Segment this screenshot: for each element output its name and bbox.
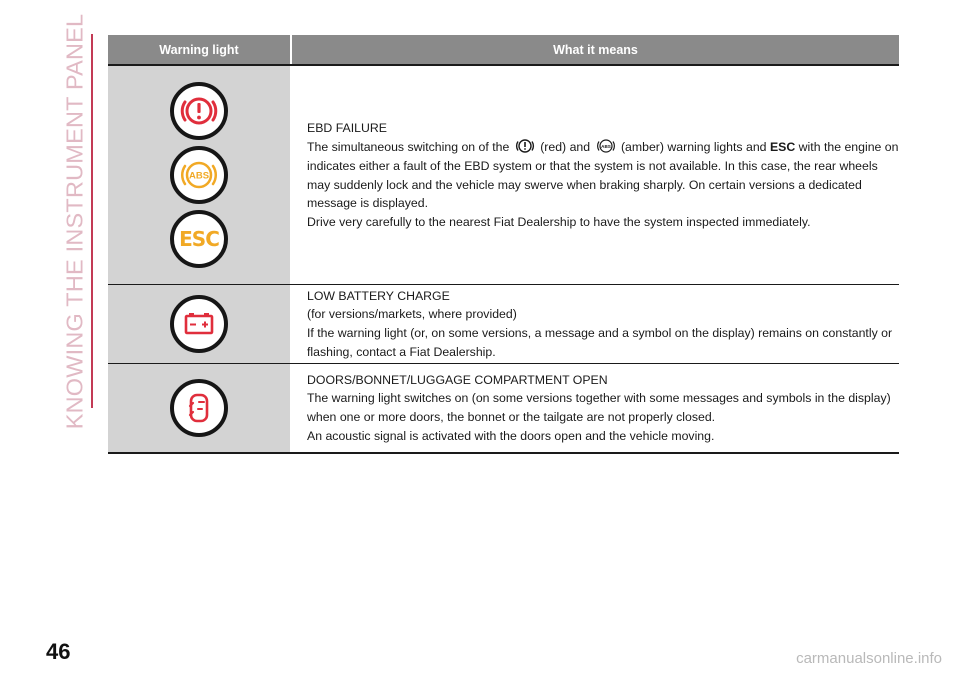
row-description: If the warning light (or, on some versions, a message and a symbol on the display) remains on constantly or flashing, contact a Fiat Dealership.: [307, 326, 893, 359]
warning-lights-table: [108, 35, 899, 454]
table-row-low-battery: [108, 285, 899, 364]
row-title: EBD FAILURE: [307, 120, 387, 135]
esc-icon-label: ESC: [179, 227, 219, 251]
side-section-title: KNOWING THE INSTRUMENT PANEL: [61, 13, 88, 429]
row-description: The warning light switches on (on some versions together with some messages and symbols in the display) when one or more doors, the bonnet or the tailgate are not properly closed.: [307, 391, 891, 424]
battery-red-icon: [170, 295, 228, 353]
door-open-red-icon: [170, 379, 228, 437]
inline-abs-label: ABS: [600, 144, 611, 150]
side-accent-rule: [91, 34, 93, 408]
page-number: 46: [46, 639, 71, 664]
row-note: An acoustic signal is activated with the doors open and the vehicle moving.: [307, 428, 715, 443]
icon-cell: [108, 285, 290, 363]
inline-brake-exclamation-icon: [515, 137, 535, 155]
description-cell: [290, 285, 899, 363]
table-header: [108, 35, 899, 66]
abs-amber-icon: [170, 146, 228, 204]
table-row-doors-open: [108, 364, 899, 454]
icon-cell: [108, 364, 290, 452]
watermark: carmanualsonline.info: [796, 650, 942, 667]
row-advice: Drive very carefully to the nearest Fiat Dealership to have the system inspected immediately.: [307, 214, 811, 229]
icon-cell: [108, 66, 290, 284]
row-description: The simultaneous switching on of the (red) and ABS (amber) warning lights and ESC with the engine on indicates either a fault of the EBD system or that the system is not available. In this case, the rear wheels may suddenly lock and the vehicle may swerve when braking sharply. On certain versions a dedicated message is displayed.: [307, 137, 899, 212]
row-title: DOORS/BONNET/LUGGAGE COMPARTMENT OPEN: [307, 372, 608, 387]
abs-icon-label: ABS: [188, 170, 210, 182]
header-what-it-means: What it means: [290, 35, 899, 64]
table-row-ebd-failure: [108, 66, 899, 285]
row-availability: (for versions/markets, where provided): [307, 307, 517, 322]
row-title: LOW BATTERY CHARGE: [307, 288, 450, 303]
description-cell: [290, 66, 899, 284]
description-cell: [290, 364, 899, 452]
header-warning-light: Warning light: [159, 42, 239, 57]
brake-exclamation-red-icon: [170, 82, 228, 140]
inline-abs-icon: [596, 137, 616, 155]
esc-amber-icon: [170, 210, 228, 268]
